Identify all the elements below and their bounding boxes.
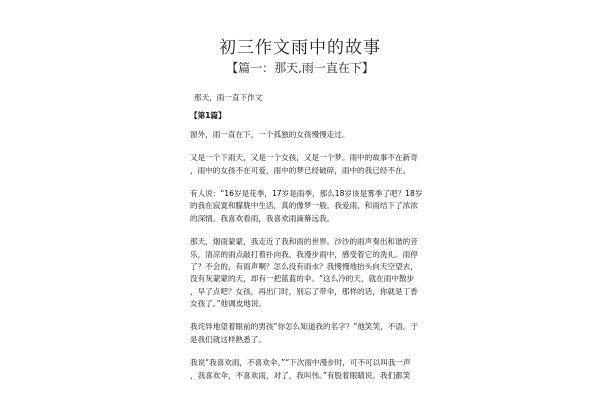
document-title: 初三作文雨中的故事 [219,38,381,58]
paragraph-line: ，我喜欢伞，不喜欢雨，对了，我叫伟。”有股着眼睛说。我们都笑 [190,370,411,380]
paragraph-line: 乐，清凉的雨点敲打着扑向我。我漫步雨中，感受着它的洗礼。雨停 [190,249,418,259]
paragraph-line: 我说“我喜欢雨，不喜欢伞。”“下次雨中漫步时，可不可以叫我一声 [190,358,411,368]
paragraph-line: 有人说：“16岁是花季，17岁是雨季，那么18岁该是雾季了吧？18岁 [190,188,423,198]
paragraph-line: 没有灰蒙蒙的天，却有一把蓝蓝的伞。“这么冷的天，就在雨中散步 [190,274,415,284]
document-subtitle: 【篇一：那天,雨一直在下】 [226,61,374,75]
paragraph-line: 又是一个下雨天，又是一个女孩，又是一个梦。雨中的故事不在新奇 [190,153,418,163]
paragraph-line: 了？不会的，有雨声啊？怎么没有雨水？我慢慢地抬头向天空望去， [190,261,418,271]
paragraph-line: ，早了点吧？女孩，再出门时，别忘了带伞，那样的话，你就是丁香 [190,286,418,296]
paragraph-line: 的深情。我喜欢看雨，我喜欢雨滴幕远我。 [190,213,335,223]
paragraph-line: ，雨中的女孩不在可爱，雨中的梦已经破碎，雨中的我已经不在。 [190,165,411,175]
paragraph-line: 那天，烟雨蒙蒙，我走近了我和雨的世界。沙沙的雨声奏出和谐的音 [190,237,418,247]
paragraph-line: 窗外，雨一直在下，一个孤独的女孩慢慢走过。 [190,129,350,139]
section-label: 【第1篇】 [190,111,226,121]
paragraph-line: 是我们就这样熟悉了。 [190,334,266,344]
paragraph-line: 女孩了。”他调皮地说。 [190,299,267,309]
paragraph-line: 我诧异地望着眼前的男孩“你怎么知道我的名字？”他笑笑，不语。于 [190,322,419,332]
document-body [190,92,423,382]
intro-line: 那天，雨一直下作文 [194,93,263,102]
paragraph-line: 的我在寂寞和朦胧中生活，真的像梦一般。我爱雨，和雨结下了浓浓 [190,201,418,211]
